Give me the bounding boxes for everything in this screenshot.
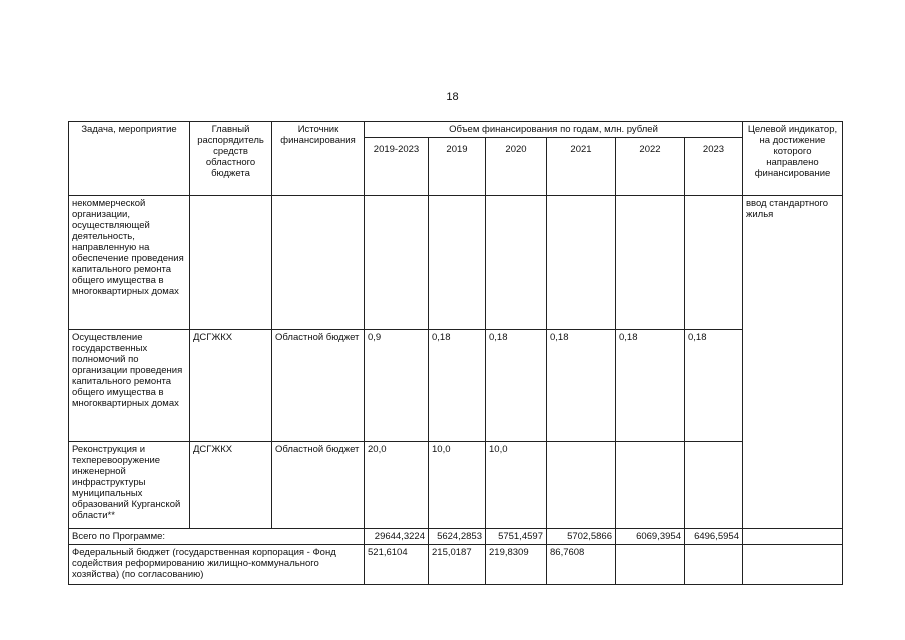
row-value xyxy=(365,196,429,330)
row-value: 10,0 xyxy=(429,442,486,529)
header-indicator: Целевой индикатор, на достижение которого направлено финансирование xyxy=(743,122,843,196)
total-label: Всего по Программе: xyxy=(69,529,365,545)
row-manager xyxy=(190,196,272,330)
header-year: 2020 xyxy=(486,138,547,196)
row-manager: ДСГЖКХ xyxy=(190,330,272,442)
federal-row xyxy=(69,545,843,585)
federal-indicator xyxy=(743,545,843,585)
row-value xyxy=(685,442,743,529)
total-indicator xyxy=(743,529,843,545)
federal-value: 219,8309 xyxy=(486,545,547,585)
total-value: 6069,3954 xyxy=(616,529,685,545)
row-task: Реконструкция и техперевооружение инженерной инфраструктуры муниципальных образований Курганской области** xyxy=(69,442,190,529)
header-year: 2019 xyxy=(429,138,486,196)
table-row xyxy=(69,442,843,529)
row-manager: ДСГЖКХ xyxy=(190,442,272,529)
header-task: Задача, мероприятие xyxy=(69,122,190,196)
total-value: 5624,2853 xyxy=(429,529,486,545)
row-value xyxy=(616,442,685,529)
header-source: Источник финансирования xyxy=(272,122,365,196)
row-value: 0,18 xyxy=(685,330,743,442)
table-row xyxy=(69,330,843,442)
row-value: 0,18 xyxy=(486,330,547,442)
federal-value xyxy=(685,545,743,585)
row-value: 10,0 xyxy=(486,442,547,529)
federal-value: 521,6104 xyxy=(365,545,429,585)
row-value: 0,18 xyxy=(616,330,685,442)
row-value xyxy=(486,196,547,330)
row-value: 0,18 xyxy=(429,330,486,442)
header-year: 2021 xyxy=(547,138,616,196)
indicator-cell: ввод стандартного жилья xyxy=(743,196,843,529)
row-source: Областной бюджет xyxy=(272,442,365,529)
row-task: некоммерческой организации, осуществляющей деятельность, направленную на обеспечение проведения капитального ремонта общего имущества в многоквартирных домах xyxy=(69,196,190,330)
header-volume: Объем финансирования по годам, млн. рублей xyxy=(365,122,743,138)
financing-table xyxy=(68,121,843,585)
row-value xyxy=(429,196,486,330)
total-row xyxy=(69,529,843,545)
header-year: 2019-2023 xyxy=(365,138,429,196)
row-source: Областной бюджет xyxy=(272,330,365,442)
header-row xyxy=(69,122,843,138)
page-number: 18 xyxy=(446,91,459,103)
total-value: 5702,5866 xyxy=(547,529,616,545)
total-value: 6496,5954 xyxy=(685,529,743,545)
federal-value: 215,0187 xyxy=(429,545,486,585)
row-value xyxy=(685,196,743,330)
row-task: Осуществление государственных полномочий по организации проведения капитального ремонта общего имущества в многоквартирных домах xyxy=(69,330,190,442)
row-value: 0,9 xyxy=(365,330,429,442)
row-source xyxy=(272,196,365,330)
row-value xyxy=(616,196,685,330)
header-manager: Главный распорядитель средств областного бюджета xyxy=(190,122,272,196)
row-value: 0,18 xyxy=(547,330,616,442)
federal-value xyxy=(616,545,685,585)
table-row xyxy=(69,196,843,330)
row-value: 20,0 xyxy=(365,442,429,529)
total-value: 5751,4597 xyxy=(486,529,547,545)
row-value xyxy=(547,442,616,529)
header-year: 2023 xyxy=(685,138,743,196)
header-year: 2022 xyxy=(616,138,685,196)
total-value: 29644,3224 xyxy=(365,529,429,545)
federal-label: Федеральный бюджет (государственная корпорация - Фонд содействия реформированию жилищно-коммунального хозяйства) (по согласованию) xyxy=(69,545,365,585)
row-value xyxy=(547,196,616,330)
federal-value: 86,7608 xyxy=(547,545,616,585)
